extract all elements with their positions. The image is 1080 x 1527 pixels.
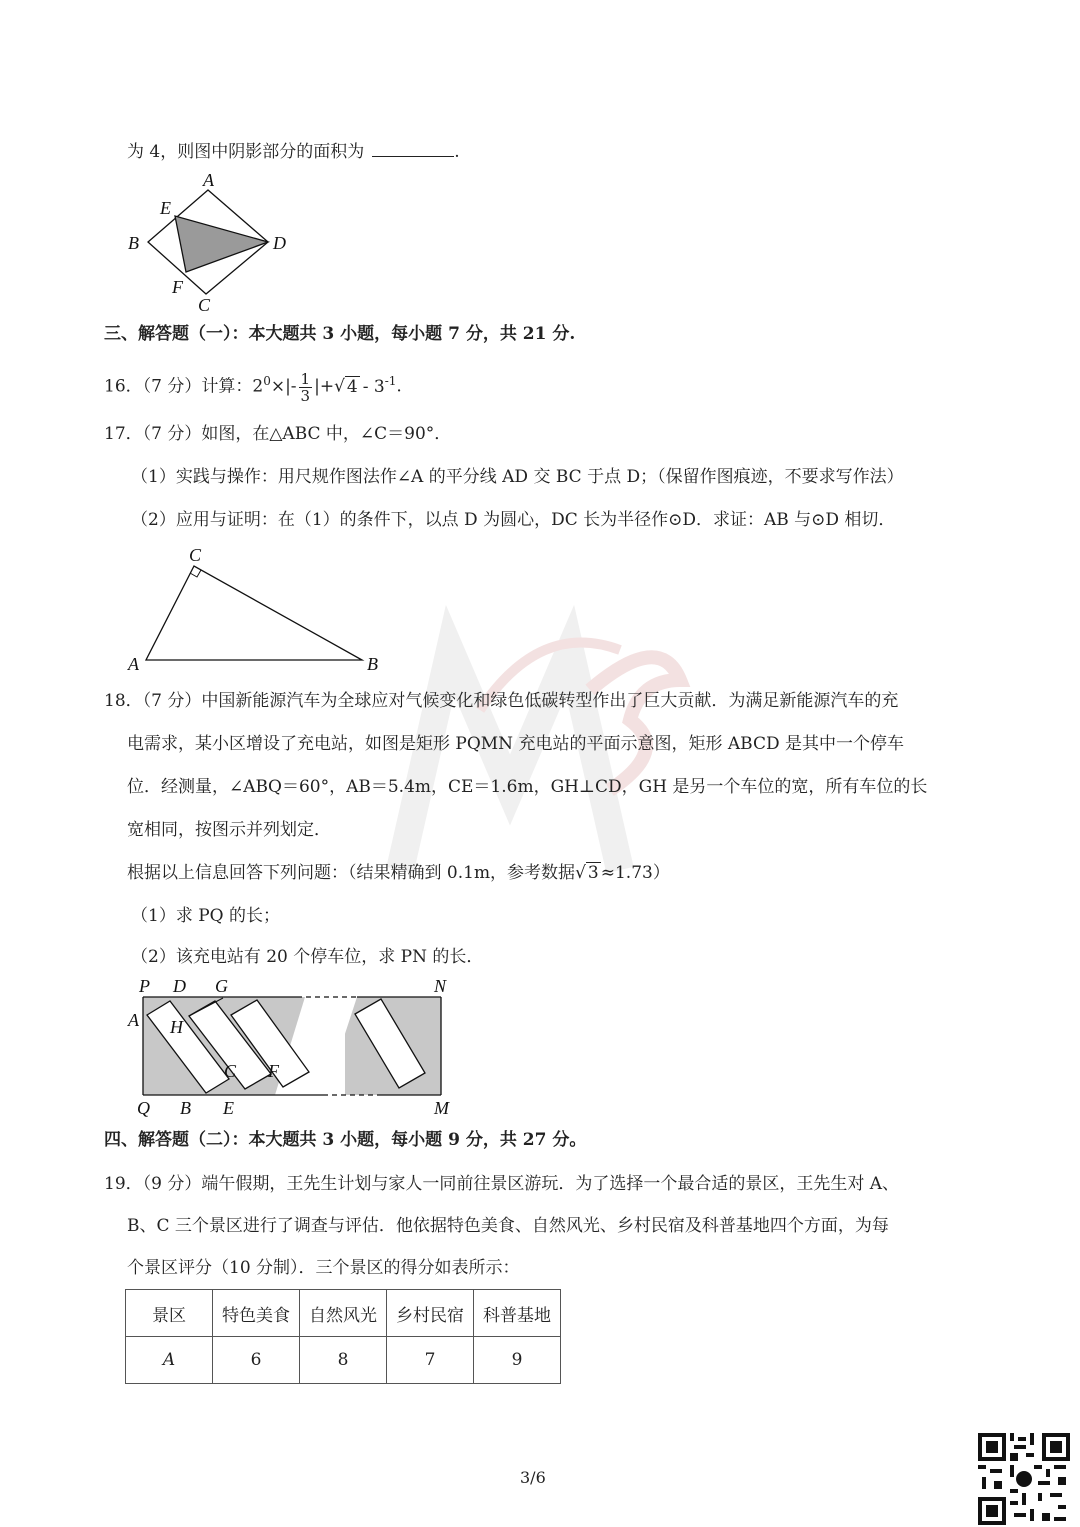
q15-tail xyxy=(127,140,460,163)
table-header: 乡村民宿 xyxy=(387,1290,474,1337)
q17-stem: 17．（7 分）如图，在△ABC 中，∠C＝90°． xyxy=(104,424,452,444)
label-A: A xyxy=(128,654,139,674)
q18-part1: （1）求 PQ 的长； xyxy=(131,906,280,926)
figure-15-rhombus xyxy=(120,168,300,316)
label-Q: Q xyxy=(137,1098,150,1118)
label-G: G xyxy=(215,976,228,996)
table-cell: 8 xyxy=(300,1337,387,1384)
q16-sqrt-arg: 4 xyxy=(346,376,358,397)
q17-part2: （2）应用与证明：在（1）的条件下，以点 D 为圆心，DC 长为半径作⊙D．求证：AB 与⊙D 相切． xyxy=(131,510,896,530)
label-B: B xyxy=(128,233,139,253)
label-A: A xyxy=(128,1010,139,1030)
table-header: 特色美食 xyxy=(213,1290,300,1337)
q18-line1: 18．（7 分）中国新能源汽车为全球应对气候变化和绿色低碳转型作出了巨大贡献．为满足新能源汽车的充 xyxy=(104,691,899,711)
table-cell: 7 xyxy=(387,1337,474,1384)
q16-minus: - 3 xyxy=(362,376,385,397)
label-P: P xyxy=(139,976,150,996)
q16-prefix: 16．（7 分）计算： xyxy=(104,376,253,397)
score-table xyxy=(125,1289,561,1384)
shaded-triangle-edf xyxy=(175,216,268,272)
table-cell: 6 xyxy=(213,1337,300,1384)
q16-abs-close: |+ xyxy=(314,376,335,397)
q18-line4: 宽相同，按图示并列划定． xyxy=(127,820,331,840)
label-C: C xyxy=(198,295,211,315)
section3-title: 三、解答题（一）：本大题共 3 小题，每小题 7 分，共 21 分. xyxy=(104,324,576,344)
qr-code xyxy=(978,1433,1070,1525)
q19-line3: 个景区评分（10 分制）．三个景区的得分如表所示： xyxy=(127,1258,520,1278)
q18-sqrt-arg: 3 xyxy=(587,863,599,883)
label-N: N xyxy=(434,976,447,996)
q19-line2: B、C 三个景区进行了调查与评估．他依据特色美食、自然风光、乡村民宿及科普基地四个方面，为每 xyxy=(127,1216,889,1236)
table-cell: A xyxy=(126,1337,213,1384)
q18-line5-pre: 根据以上信息回答下列问题：（结果精确到 0.1m，参考数据 xyxy=(127,863,576,883)
q16-exp0: 0 xyxy=(263,374,271,388)
q18-line2: 电需求，某小区增设了充电站，如图是矩形 PQMN 充电站的平面示意图，矩形 ABCD 是其中一个停车 xyxy=(127,734,904,754)
q16-fraction xyxy=(299,371,313,404)
q16-exp-neg: -1 xyxy=(384,374,397,388)
q18-line5-post: ≈1.73） xyxy=(600,863,670,883)
label-D: D xyxy=(173,976,186,996)
frac-den: 3 xyxy=(300,386,311,405)
table-header-row xyxy=(126,1290,561,1337)
table-cell: 9 xyxy=(474,1337,561,1384)
q18-part2: （2）该充电站有 20 个停车位，求 PN 的长． xyxy=(131,947,484,967)
table-header: 自然风光 xyxy=(300,1290,387,1337)
q15-tail-end: . xyxy=(454,142,460,162)
q17-part1: （1）实践与操作：用尺规作图法作∠A 的平分线 AD 交 BC 于点 D；（保留作图痕迹，不要求写作法） xyxy=(131,467,904,487)
label-C: C xyxy=(224,1061,237,1081)
q15-tail-text: 为 4，则图中阴影部分的面积为 xyxy=(127,142,365,162)
q18-line3: 位．经测量，∠ABQ＝60°，AB＝5.4m，CE＝1.6m，GH⊥CD，GH 是另一个车位的宽，所有车位的长 xyxy=(127,777,928,797)
label-E: E xyxy=(223,1098,234,1118)
label-B: B xyxy=(367,654,378,674)
q16-base: 2 xyxy=(252,376,264,397)
label-D: D xyxy=(273,233,286,253)
table-header: 科普基地 xyxy=(474,1290,561,1337)
frac-num: 1 xyxy=(300,369,311,388)
label-F: F xyxy=(268,1061,279,1081)
q19-line1: 19．（9 分）端午假期，王先生计划与家人一同前往景区游玩．为了选择一个最合适的景区，王先生对 A、 xyxy=(104,1174,900,1194)
label-C: C xyxy=(189,545,202,565)
section4-title: 四、解答题（二）：本大题共 3 小题，每小题 9 分，共 27 分。 xyxy=(104,1130,587,1150)
triangle-abc xyxy=(146,566,362,660)
sqrt-sign: √ xyxy=(575,863,586,883)
figure-17-triangle xyxy=(120,540,390,680)
sqrt-sign: √ xyxy=(334,376,345,397)
q16 xyxy=(104,368,402,404)
answer-blank xyxy=(372,140,454,157)
label-B: B xyxy=(180,1098,191,1118)
label-M: M xyxy=(434,1098,449,1118)
figure-18-parking xyxy=(125,972,460,1122)
q16-times: ×|- xyxy=(270,376,297,397)
table-header: 景区 xyxy=(126,1290,213,1337)
label-H: H xyxy=(170,1017,183,1037)
label-F: F xyxy=(172,277,183,297)
page-number: 3/6 xyxy=(520,1468,546,1487)
q16-end: . xyxy=(396,376,402,397)
table-row xyxy=(126,1337,561,1384)
label-E: E xyxy=(160,198,171,218)
q18-line5 xyxy=(127,862,670,884)
label-A: A xyxy=(203,170,214,190)
